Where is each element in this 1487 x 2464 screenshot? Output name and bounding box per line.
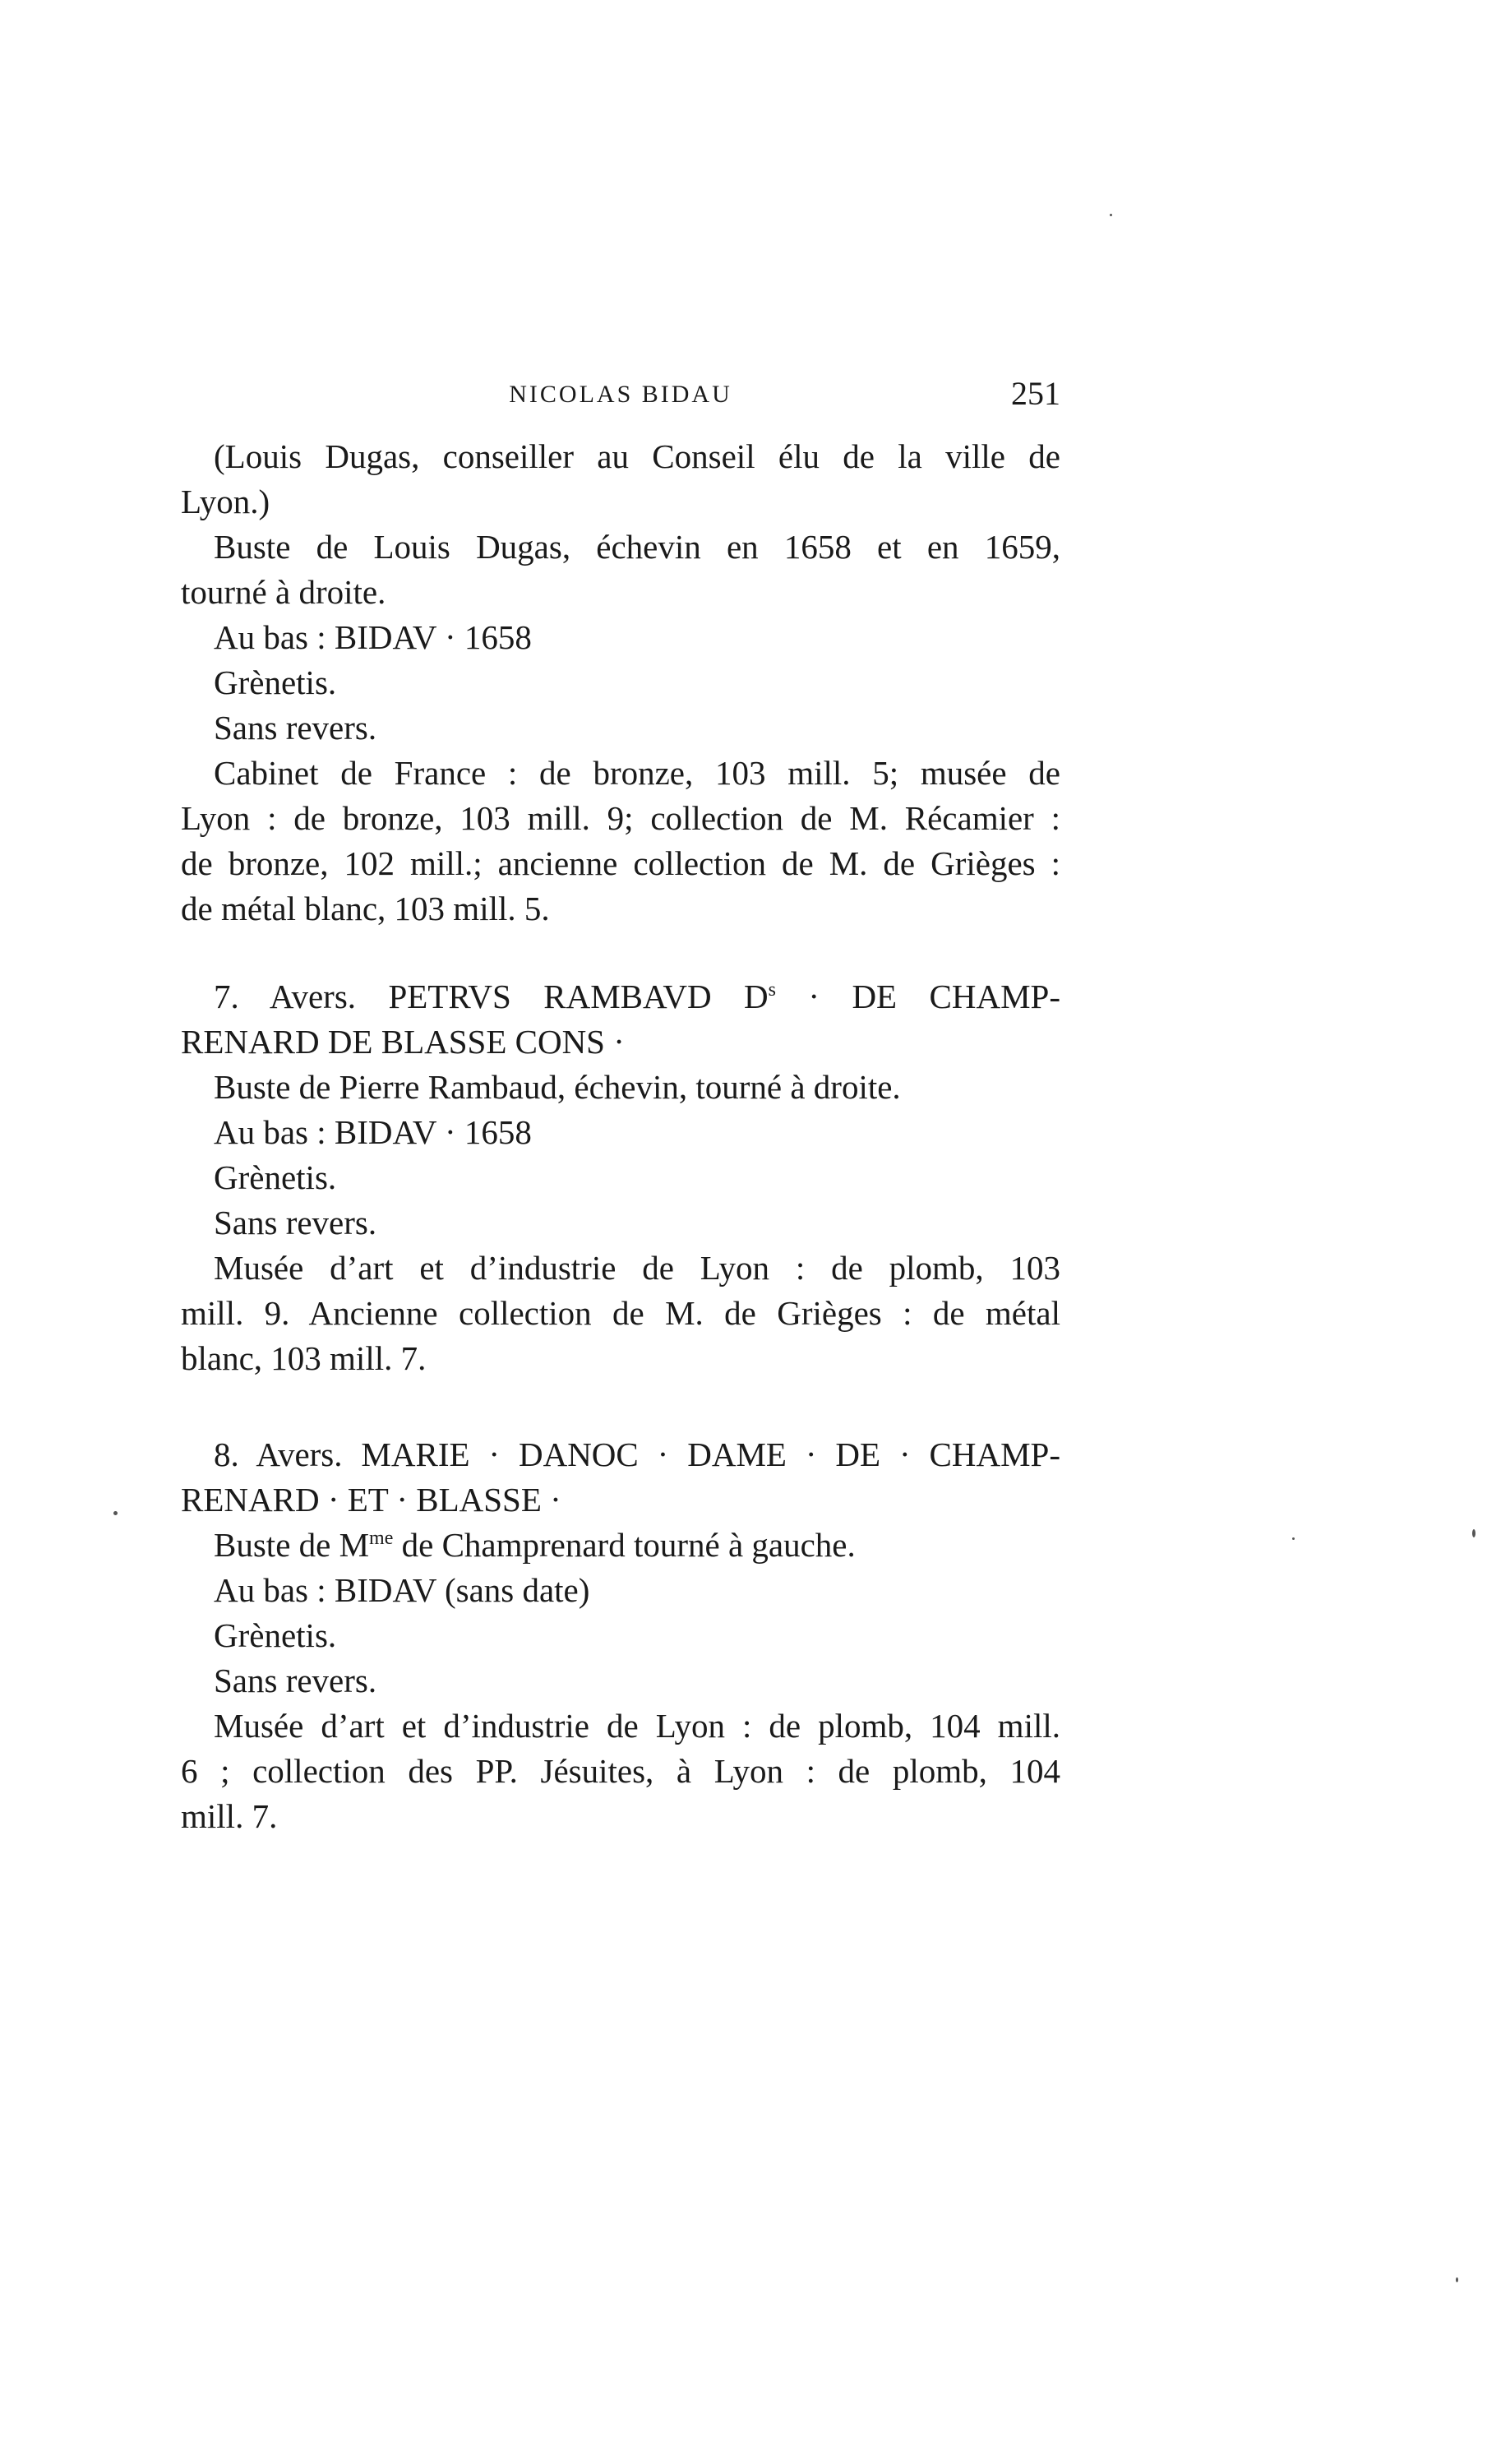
entry-7-line-1 — [181, 974, 1060, 1019]
entry-8-line-2: RENARD · ET · BLASSE · — [181, 1481, 561, 1519]
scan-speck — [113, 1511, 118, 1515]
entry-7-heading-end: · DE CHAMP- — [775, 978, 1060, 1015]
section-gap — [181, 1381, 1060, 1432]
entry-8-line-5: Grènetis. — [214, 1616, 337, 1654]
section-gap — [181, 932, 1060, 974]
entry-6-line-9: Lyon : de bronze, 103 mill. 9; collection de M. Récamier : — [181, 799, 1060, 837]
entry-8-line-8: 6 ; collection des PP. Jésuites, à Lyon : de plomb, 104 — [181, 1752, 1060, 1790]
scan-speck — [1472, 1529, 1475, 1537]
scan-speck — [1292, 1537, 1295, 1540]
entry-8 — [181, 1432, 1060, 1839]
entry-7-line-8: mill. 9. Ancienne collection de M. de Grièges : de métal — [181, 1294, 1060, 1332]
entry-8-line-3-start: Buste de M — [214, 1526, 370, 1564]
entry-8-line-7: Musée d’art et d’industrie de Lyon : de plomb, 104 mill. — [214, 1707, 1060, 1745]
entry-8-line-3 — [181, 1523, 1060, 1568]
entry-8-line-6: Sans revers. — [214, 1662, 377, 1699]
text-block — [181, 434, 1060, 1839]
entry-7-line-7: Musée d’art et d’industrie de Lyon : de plomb, 103 — [214, 1249, 1060, 1287]
entry-6-line-3: Buste de Louis Dugas, échevin en 1658 et en 1659, — [214, 528, 1060, 566]
entry-6-line-11: de métal blanc, 103 mill. 5. — [181, 890, 550, 927]
entry-7-line-5: Grènetis. — [214, 1158, 337, 1196]
entry-6-line-1: (Louis Dugas, conseiller au Conseil élu de la ville de — [214, 437, 1060, 475]
entry-6-line-8: Cabinet de France : de bronze, 103 mill. 5; musée de — [214, 754, 1060, 792]
page-number: 251 — [1011, 375, 1060, 412]
entry-7-line-6: Sans revers. — [214, 1204, 377, 1241]
entry-7-superscript: s — [768, 979, 776, 1001]
entry-7-line-2: RENARD DE BLASSE CONS · — [181, 1023, 625, 1061]
running-head — [181, 374, 1060, 415]
entry-6-line-2: Lyon.) — [181, 483, 270, 520]
entry-7-line-3: Buste de Pierre Rambaud, échevin, tourné à droite. — [214, 1068, 901, 1106]
entry-8-superscript: me — [369, 1528, 394, 1549]
entry-8-line-9: mill. 7. — [181, 1797, 278, 1835]
entry-7-line-9: blanc, 103 mill. 7. — [181, 1339, 427, 1377]
entry-6-line-6: Grènetis. — [214, 663, 337, 701]
entry-8-line-1: 8. Avers. MARIE · DANOC · DAME · DE · CHAMP- — [214, 1435, 1060, 1473]
entry-8-line-3-end: de Champrenard tourné à gauche. — [393, 1526, 856, 1564]
scan-speck — [1456, 2277, 1458, 2282]
entry-6 — [181, 434, 1060, 932]
entry-6-line-5: Au bas : BIDAV · 1658 — [214, 618, 532, 656]
entry-7 — [181, 974, 1060, 1381]
entry-8-line-4: Au bas : BIDAV (sans date) — [214, 1571, 590, 1609]
scan-speck — [1110, 214, 1112, 216]
entry-6-line-10: de bronze, 102 mill.; ancienne collection de M. de Grièges : — [181, 844, 1060, 882]
entry-7-line-4: Au bas : BIDAV · 1658 — [214, 1113, 532, 1151]
running-title: NICOLAS BIDAU — [509, 381, 732, 408]
entry-7-heading-start: 7. Avers. PETRVS RAMBAVD D — [214, 978, 769, 1015]
entry-6-line-4: tourné à droite. — [181, 573, 386, 611]
entry-6-line-7: Sans revers. — [214, 709, 377, 747]
